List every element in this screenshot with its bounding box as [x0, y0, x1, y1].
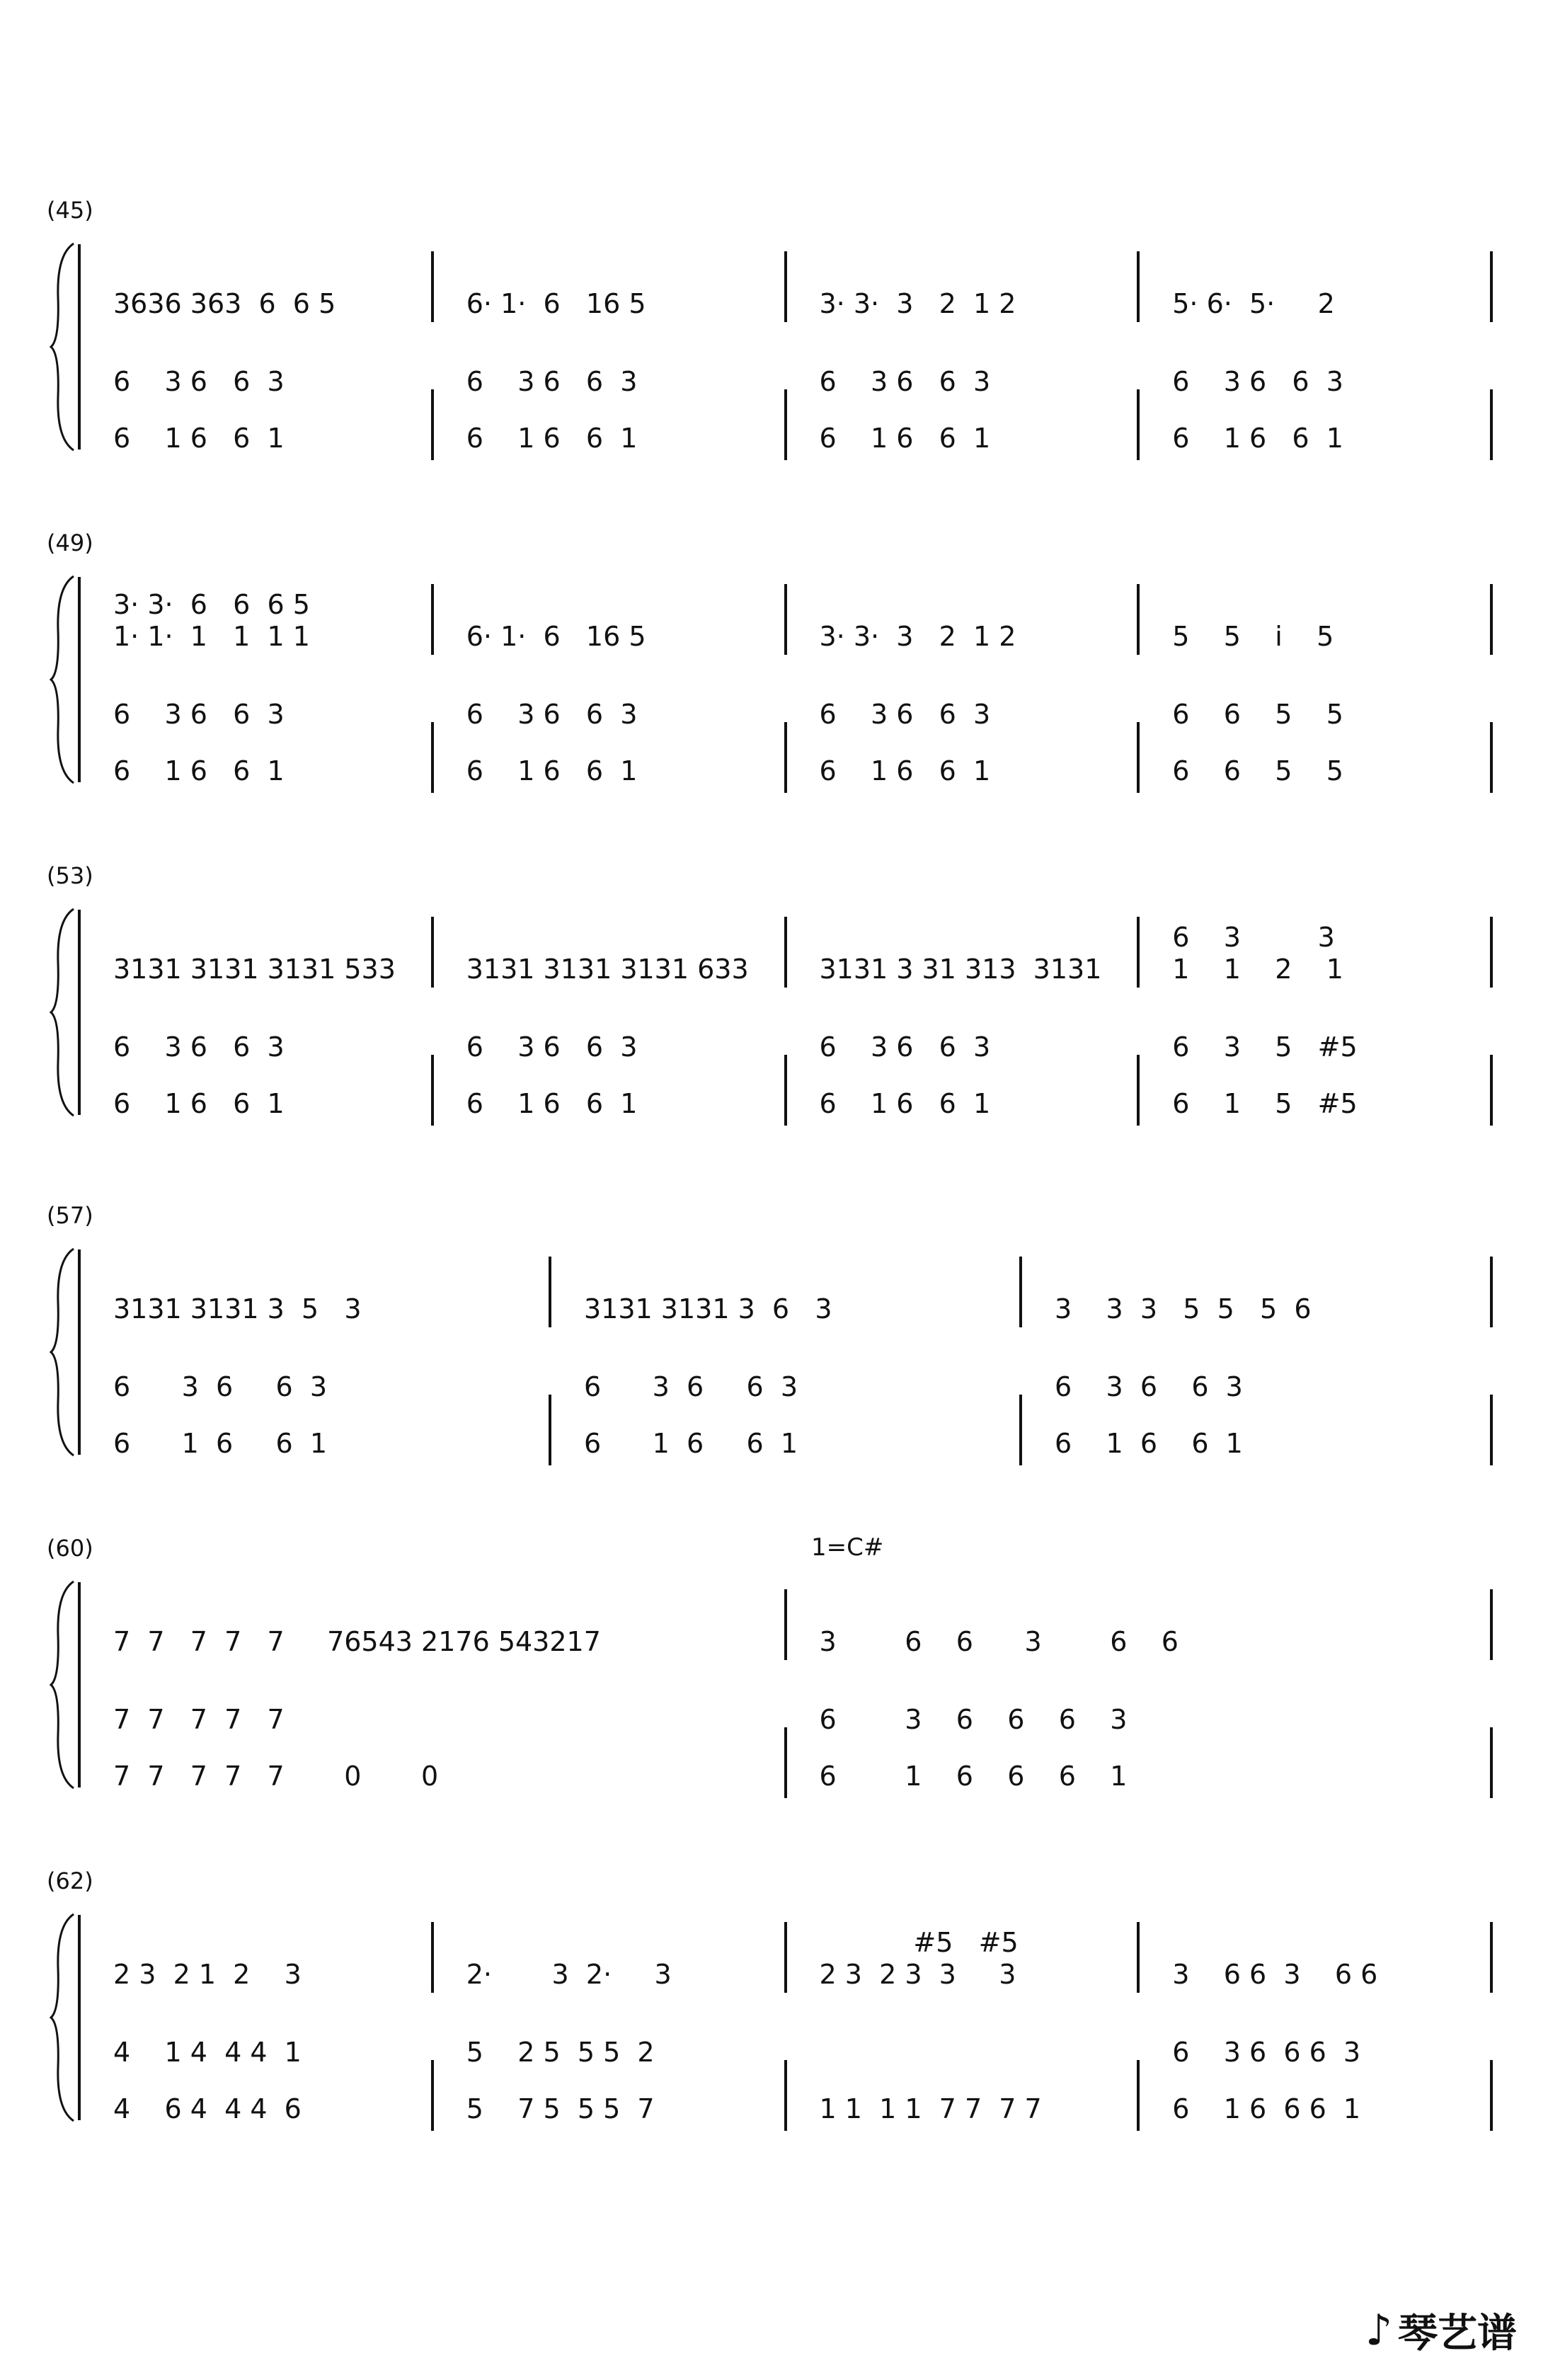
barline: [549, 1257, 551, 1327]
note-group: 6 6 5 5: [1172, 699, 1343, 730]
barline: [1490, 1055, 1493, 1126]
system-barline: [78, 1249, 81, 1455]
note-group: 6 1 6 6 1: [819, 1088, 991, 1119]
note-group: 2· 3 2· 3: [466, 1959, 672, 1990]
note-group: 5 5 i 5: [1172, 621, 1334, 652]
note-group: 4 6 4 4 4 6: [113, 2093, 302, 2124]
note-group: 2 3 2 3 3 3: [819, 1959, 1016, 1990]
barline: [1137, 251, 1140, 322]
note-group: 4 1 4 4 4 1: [113, 2037, 302, 2068]
barline: [1490, 917, 1493, 988]
system: [0, 524, 1548, 786]
note-group: 6 1 6 6 6 1: [819, 1761, 1128, 1792]
barline: [431, 389, 434, 460]
note-group: 3131 3131 3131 533: [113, 954, 396, 985]
brace-icon: [50, 1911, 78, 2124]
barline: [431, 251, 434, 322]
note-group: 7 7 7 7 7: [113, 1704, 285, 1735]
note-group: 6 1 6 6 1: [819, 423, 991, 454]
barline: [784, 1922, 787, 1993]
barline: [1490, 251, 1493, 322]
note-group: 6 3 6 6 3: [466, 1031, 638, 1063]
site-logo: [1365, 2302, 1517, 2359]
barline: [784, 1055, 787, 1126]
barline: [1137, 917, 1140, 988]
system-barline: [78, 910, 81, 1115]
brace-icon: [50, 1246, 78, 1458]
note-group: 5· 6· 5· 2: [1172, 288, 1335, 319]
note-group: 6 3 6 6 3: [466, 699, 638, 730]
note-group: 6 3 6 6 3: [819, 366, 991, 397]
note-group: 3131 3 31 313 3131: [819, 954, 1102, 985]
barline: [784, 1589, 787, 1660]
note-group: 6 1 6 6 1: [466, 755, 638, 786]
barline: [431, 584, 434, 655]
barline: [431, 917, 434, 988]
note-group: 6 3 3: [1172, 922, 1335, 953]
system-barline: [78, 1915, 81, 2120]
note-group: 6 3 6 6 3: [819, 1031, 991, 1063]
note-group: 7 7 7 7 7 0 0: [113, 1761, 439, 1792]
measure-number: (49): [47, 530, 93, 556]
note-group: 5 2 5 5 5 2: [466, 2037, 655, 2068]
note-group: 6· 1· 6 16 5: [466, 621, 646, 652]
note-group: 6 3 6 6 3: [1172, 366, 1343, 397]
barline: [1137, 2060, 1140, 2131]
barline: [784, 389, 787, 460]
barline: [1490, 1257, 1493, 1327]
note-group: 6 1 6 6 1: [466, 1088, 638, 1119]
note-group: 6 3 6 6 3: [466, 366, 638, 397]
barline: [1490, 1395, 1493, 1465]
barline: [1019, 1257, 1022, 1327]
barline: [784, 1727, 787, 1798]
note-group: 6 1 6 6 1: [113, 1088, 285, 1119]
note-group: 6 3 6 6 6 3: [1172, 2037, 1361, 2068]
brace-icon: [50, 1579, 78, 1791]
barline: [1137, 1055, 1140, 1126]
note-group: 3131 3131 3131 633: [466, 954, 749, 985]
note-group: 6 1 6 6 1: [584, 1428, 798, 1459]
note-group: 6 3 6 6 3: [819, 699, 991, 730]
note-group: 7 7 7 7 7 76543 2176 543217: [113, 1626, 601, 1657]
note-group: 6 3 5 #5: [1172, 1031, 1358, 1063]
note-group: 6 1 5 #5: [1172, 1088, 1358, 1119]
note-group: 5 7 5 5 5 7: [466, 2093, 655, 2124]
barline: [1490, 1589, 1493, 1660]
barline: [1137, 1922, 1140, 1993]
note-group: 1 1 2 1: [1172, 954, 1343, 985]
measure-number: (45): [47, 197, 93, 224]
note-group: 3· 3· 3 2 1 2: [819, 621, 1016, 652]
barline: [431, 1055, 434, 1126]
note-group: 6 3 6 6 6 3: [819, 1704, 1128, 1735]
note-group: 3 6 6 3 6 6: [819, 1626, 1179, 1657]
system: [0, 1529, 1548, 1791]
note-group: 6 3 6 6 3: [113, 699, 285, 730]
logo-icon: ♪: [1365, 2306, 1392, 2355]
note-group: 6 1 6 6 6 1: [1172, 2093, 1361, 2124]
note-group: 6 3 6 6 3: [584, 1371, 798, 1402]
measure-number: (53): [47, 862, 93, 889]
system-barline: [78, 244, 81, 450]
barline: [1490, 1922, 1493, 1993]
barline: [1490, 1727, 1493, 1798]
system-barline: [78, 577, 81, 782]
barline: [784, 251, 787, 322]
barline: [431, 1922, 434, 1993]
brace-icon: [50, 573, 78, 786]
barline: [431, 2060, 434, 2131]
barline: [784, 917, 787, 988]
barline: [1490, 2060, 1493, 2131]
note-group: 6 3 6 6 3: [113, 366, 285, 397]
note-group: 3 6 6 3 6 6: [1172, 1959, 1378, 1990]
key-signature-label: 1=C#: [811, 1533, 884, 1562]
note-group: 6· 1· 6 16 5: [466, 288, 646, 319]
brace-icon: [50, 906, 78, 1119]
note-group: 3 3 3 5 5 5 6: [1055, 1293, 1312, 1325]
brace-icon: [50, 241, 78, 453]
system: [0, 1196, 1548, 1458]
note-group: 6 1 6 6 1: [819, 755, 991, 786]
note-group: 3636 363 6 6 5: [113, 288, 336, 319]
measure-number: (62): [47, 1867, 93, 1894]
logo-text: 琴艺谱: [1398, 2311, 1517, 2357]
note-group: 3131 3131 3 6 3: [584, 1293, 832, 1325]
note-group: 6 3 6 6 3: [113, 1371, 328, 1402]
note-group: 3131 3131 3 5 3: [113, 1293, 362, 1325]
barline: [784, 2060, 787, 2131]
note-group: 6 3 6 6 3: [113, 1031, 285, 1063]
note-group: 2 3 2 1 2 3: [113, 1959, 302, 1990]
note-group: 6 1 6 6 1: [113, 423, 285, 454]
barline: [784, 584, 787, 655]
note-group: 3· 3· 3 2 1 2: [819, 288, 1016, 319]
note-group: 3· 3· 6 6 6 5: [113, 589, 310, 620]
measure-number: (57): [47, 1202, 93, 1229]
note-group: 6 6 5 5: [1172, 755, 1343, 786]
system: [0, 1862, 1548, 2124]
barline: [1490, 584, 1493, 655]
note-group: #5 #5: [819, 1927, 1019, 1958]
barline: [1019, 1395, 1022, 1465]
measure-number: (60): [47, 1535, 93, 1562]
barline: [431, 722, 434, 793]
system-barline: [78, 1582, 81, 1787]
note-group: 6 1 6 6 1: [1172, 423, 1343, 454]
barline: [784, 722, 787, 793]
note-group: 1· 1· 1 1 1 1: [113, 621, 310, 652]
barline: [549, 1395, 551, 1465]
barline: [1490, 389, 1493, 460]
note-group: 6 1 6 6 1: [1055, 1428, 1243, 1459]
system: [0, 857, 1548, 1119]
barline: [1137, 722, 1140, 793]
barline: [1490, 722, 1493, 793]
note-group: 1 1 1 1 7 7 7 7: [819, 2093, 1042, 2124]
note-group: 6 1 6 6 1: [466, 423, 638, 454]
note-group: 6 1 6 6 1: [113, 755, 285, 786]
note-group: 6 1 6 6 1: [113, 1428, 328, 1459]
barline: [1137, 389, 1140, 460]
system: [0, 191, 1548, 453]
note-group: 6 3 6 6 3: [1055, 1371, 1243, 1402]
barline: [1137, 584, 1140, 655]
